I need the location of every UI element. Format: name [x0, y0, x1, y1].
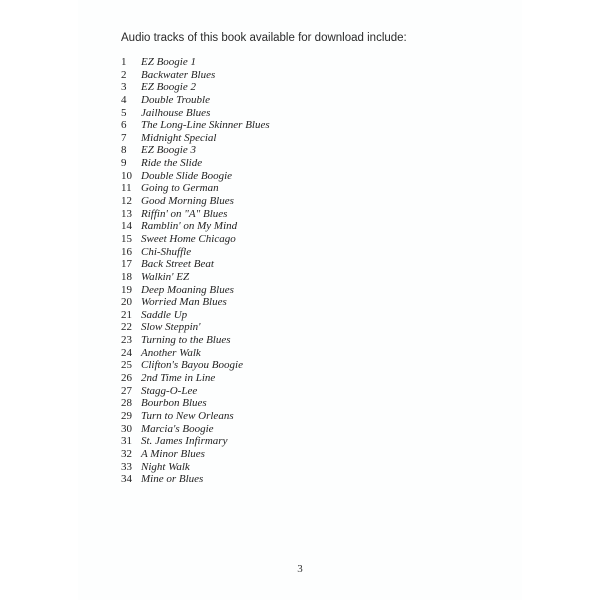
track-title: Stagg-O-Lee	[141, 384, 198, 397]
track-title: Midnight Special	[141, 131, 217, 144]
track-title: Good Morning Blues	[141, 195, 234, 208]
track-item	[121, 208, 270, 221]
track-item	[121, 271, 270, 284]
track-item	[121, 195, 270, 208]
track-title: Bourbon Blues	[141, 397, 207, 410]
track-title: Jailhouse Blues	[141, 106, 211, 119]
track-item	[121, 170, 270, 183]
track-number: 25	[121, 359, 132, 372]
track-item	[121, 423, 270, 436]
track-title: Back Street Beat	[141, 258, 214, 271]
track-number: 19	[121, 283, 132, 296]
track-number: 20	[121, 296, 132, 309]
track-item	[121, 410, 270, 423]
track-title: Walkin' EZ	[141, 270, 190, 283]
track-number: 1	[121, 56, 127, 68]
track-number: 12	[121, 195, 132, 208]
track-item	[121, 69, 270, 82]
track-number: 15	[121, 232, 132, 245]
track-title: St. James Infirmary	[141, 435, 228, 448]
track-number: 23	[121, 334, 132, 347]
track-title: Marcia's Boogie	[141, 422, 214, 435]
track-title: Riffin' on "A" Blues	[141, 207, 228, 220]
track-item	[121, 435, 270, 448]
track-item	[121, 359, 270, 372]
track-title: Saddle Up	[141, 308, 188, 321]
track-title: Another Walk	[141, 346, 201, 359]
track-number: 5	[121, 106, 127, 119]
track-number: 31	[121, 435, 132, 448]
track-item	[121, 246, 270, 259]
track-item	[121, 107, 270, 120]
track-item	[121, 385, 270, 398]
track-title: Slow Steppin'	[141, 321, 201, 334]
track-title: Mine or Blues	[141, 473, 204, 486]
track-item	[121, 321, 270, 334]
track-number: 32	[121, 447, 132, 460]
track-number: 33	[121, 460, 132, 473]
track-item	[121, 157, 270, 170]
intro-text: Audio tracks of this book available for download include:	[121, 32, 407, 44]
track-title: Turning to the Blues	[141, 334, 231, 347]
track-item	[121, 448, 270, 461]
track-title: Worried Man Blues	[141, 296, 227, 309]
track-number: 26	[121, 372, 132, 385]
track-title: A Minor Blues	[141, 447, 205, 460]
track-number: 3	[121, 81, 127, 94]
track-item	[121, 258, 270, 271]
track-item	[121, 309, 270, 322]
track-number: 11	[121, 182, 132, 195]
track-number: 6	[121, 119, 127, 132]
track-number: 29	[121, 409, 132, 422]
track-item	[121, 233, 270, 246]
track-title: Sweet Home Chicago	[141, 232, 236, 245]
track-title: EZ Boogie 1	[141, 56, 196, 68]
track-number: 24	[121, 346, 132, 359]
page-number: 3	[297, 563, 303, 575]
track-number: 34	[121, 473, 132, 486]
track-number: 10	[121, 169, 132, 182]
track-item	[121, 461, 270, 474]
track-item	[121, 182, 270, 195]
track-title: Chi-Shuffle	[141, 245, 192, 258]
track-title: Double Slide Boogie	[141, 169, 233, 182]
track-item	[121, 296, 270, 309]
track-number: 18	[121, 270, 132, 283]
track-item	[121, 397, 270, 410]
track-number: 22	[121, 321, 132, 334]
track-number: 9	[121, 157, 127, 170]
track-item	[121, 81, 270, 94]
track-item	[121, 132, 270, 145]
track-number: 4	[121, 93, 127, 106]
track-number: 27	[121, 384, 132, 397]
track-list	[121, 56, 270, 486]
track-title: Clifton's Bayou Boogie	[141, 359, 243, 372]
track-title: Backwater Blues	[141, 68, 216, 81]
track-number: 7	[121, 131, 127, 144]
track-item	[121, 220, 270, 233]
track-title: EZ Boogie 3	[141, 144, 196, 157]
track-item	[121, 473, 270, 486]
track-item	[121, 347, 270, 360]
track-number: 17	[121, 258, 132, 271]
track-item	[121, 372, 270, 385]
track-title: Double Trouble	[141, 93, 210, 106]
track-title: Night Walk	[141, 460, 190, 473]
track-title: Going to German	[141, 182, 219, 195]
track-item	[121, 334, 270, 347]
track-item	[121, 56, 270, 69]
track-item	[121, 144, 270, 157]
track-number: 8	[121, 144, 127, 157]
track-item	[121, 94, 270, 107]
track-number: 2	[121, 68, 127, 81]
track-number: 30	[121, 422, 132, 435]
track-title: EZ Boogie 2	[141, 81, 196, 94]
track-title: Deep Moaning Blues	[141, 283, 234, 296]
track-number: 21	[121, 308, 132, 321]
track-title: Ramblin' on My Mind	[141, 220, 238, 233]
track-number: 28	[121, 397, 132, 410]
track-number: 13	[121, 207, 132, 220]
track-title: Ride the Slide	[141, 157, 203, 170]
track-number: 14	[121, 220, 132, 233]
track-title: 2nd Time in Line	[141, 372, 216, 385]
track-item	[121, 119, 270, 132]
track-item	[121, 284, 270, 297]
track-title: Turn to New Orleans	[141, 409, 234, 422]
track-number: 16	[121, 245, 132, 258]
track-title: The Long-Line Skinner Blues	[141, 119, 270, 132]
